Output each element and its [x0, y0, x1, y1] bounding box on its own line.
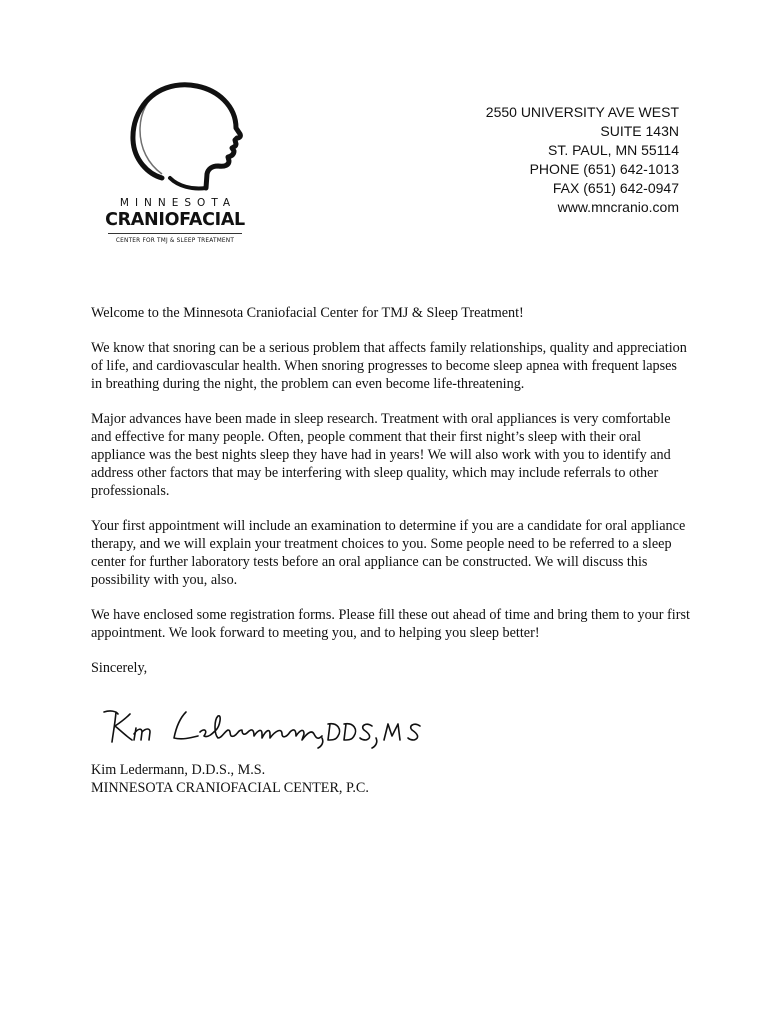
letter-closing: Sincerely, [91, 660, 148, 676]
address-website: www.mncranio.com [557, 199, 679, 215]
head-profile-icon [100, 78, 250, 196]
letter-paragraph: Your first appointment will include an examination to determine if you are a candidate for oral appliance therapy, and we will explain your treatment choices to you. Some people need to be referred to a sleep center for further laboratory tests before an oral appliance can be constructed. We will discuss this possibility with you, also. [91, 518, 686, 588]
signer-block [91, 761, 369, 797]
address-street: 2550 UNIVERSITY AVE WEST [485, 104, 679, 120]
letter-greeting: Welcome to the Minnesota Craniofacial Center for TMJ & Sleep Treatment! [91, 305, 524, 321]
handwritten-signature [96, 702, 456, 754]
logo-wordmark-line1: MINNESOTA [119, 197, 237, 209]
logo-tagline: CENTER FOR TMJ & SLEEP TREATMENT [115, 238, 235, 244]
address-suite: SUITE 143N [600, 123, 679, 139]
letter-body [91, 304, 691, 694]
address-phone: PHONE (651) 642-1013 [529, 161, 679, 177]
signer-organization: MINNESOTA CRANIOFACIAL CENTER, P.C. [91, 780, 369, 796]
address-city: ST. PAUL, MN 55114 [548, 142, 679, 158]
address-fax: FAX (651) 642-0947 [552, 180, 679, 196]
letter-paragraph: Major advances have been made in sleep research. Treatment with oral appliances is very comfortable and effective for many people. Often, people comment that their first night’s sleep with their oral appliance was the best nights sleep they have had in years! We will also work with you to identify and address other factors that may be interfering with sleep quality, which may include referrals to other professionals. [91, 411, 671, 499]
signer-name: Kim Ledermann, D.D.S., M.S. [91, 762, 266, 778]
logo-wordmark-line2: CRANIOFACIAL [105, 210, 245, 230]
address-block [359, 103, 679, 217]
logo-divider [108, 233, 242, 234]
letter-paragraph: We have enclosed some registration forms. Please fill these out ahead of time and bring them to your first appointment. We look forward to meeting you, and to helping you sleep better! [91, 607, 690, 641]
letter-paragraph: We know that snoring can be a serious problem that affects family relationships, quality and appreciation of life, and cardiovascular health. When snoring progresses to become sleep apnea with frequent lapses in breathing during the night, the problem can even become life-threatening. [91, 340, 687, 392]
company-logo [100, 78, 250, 250]
